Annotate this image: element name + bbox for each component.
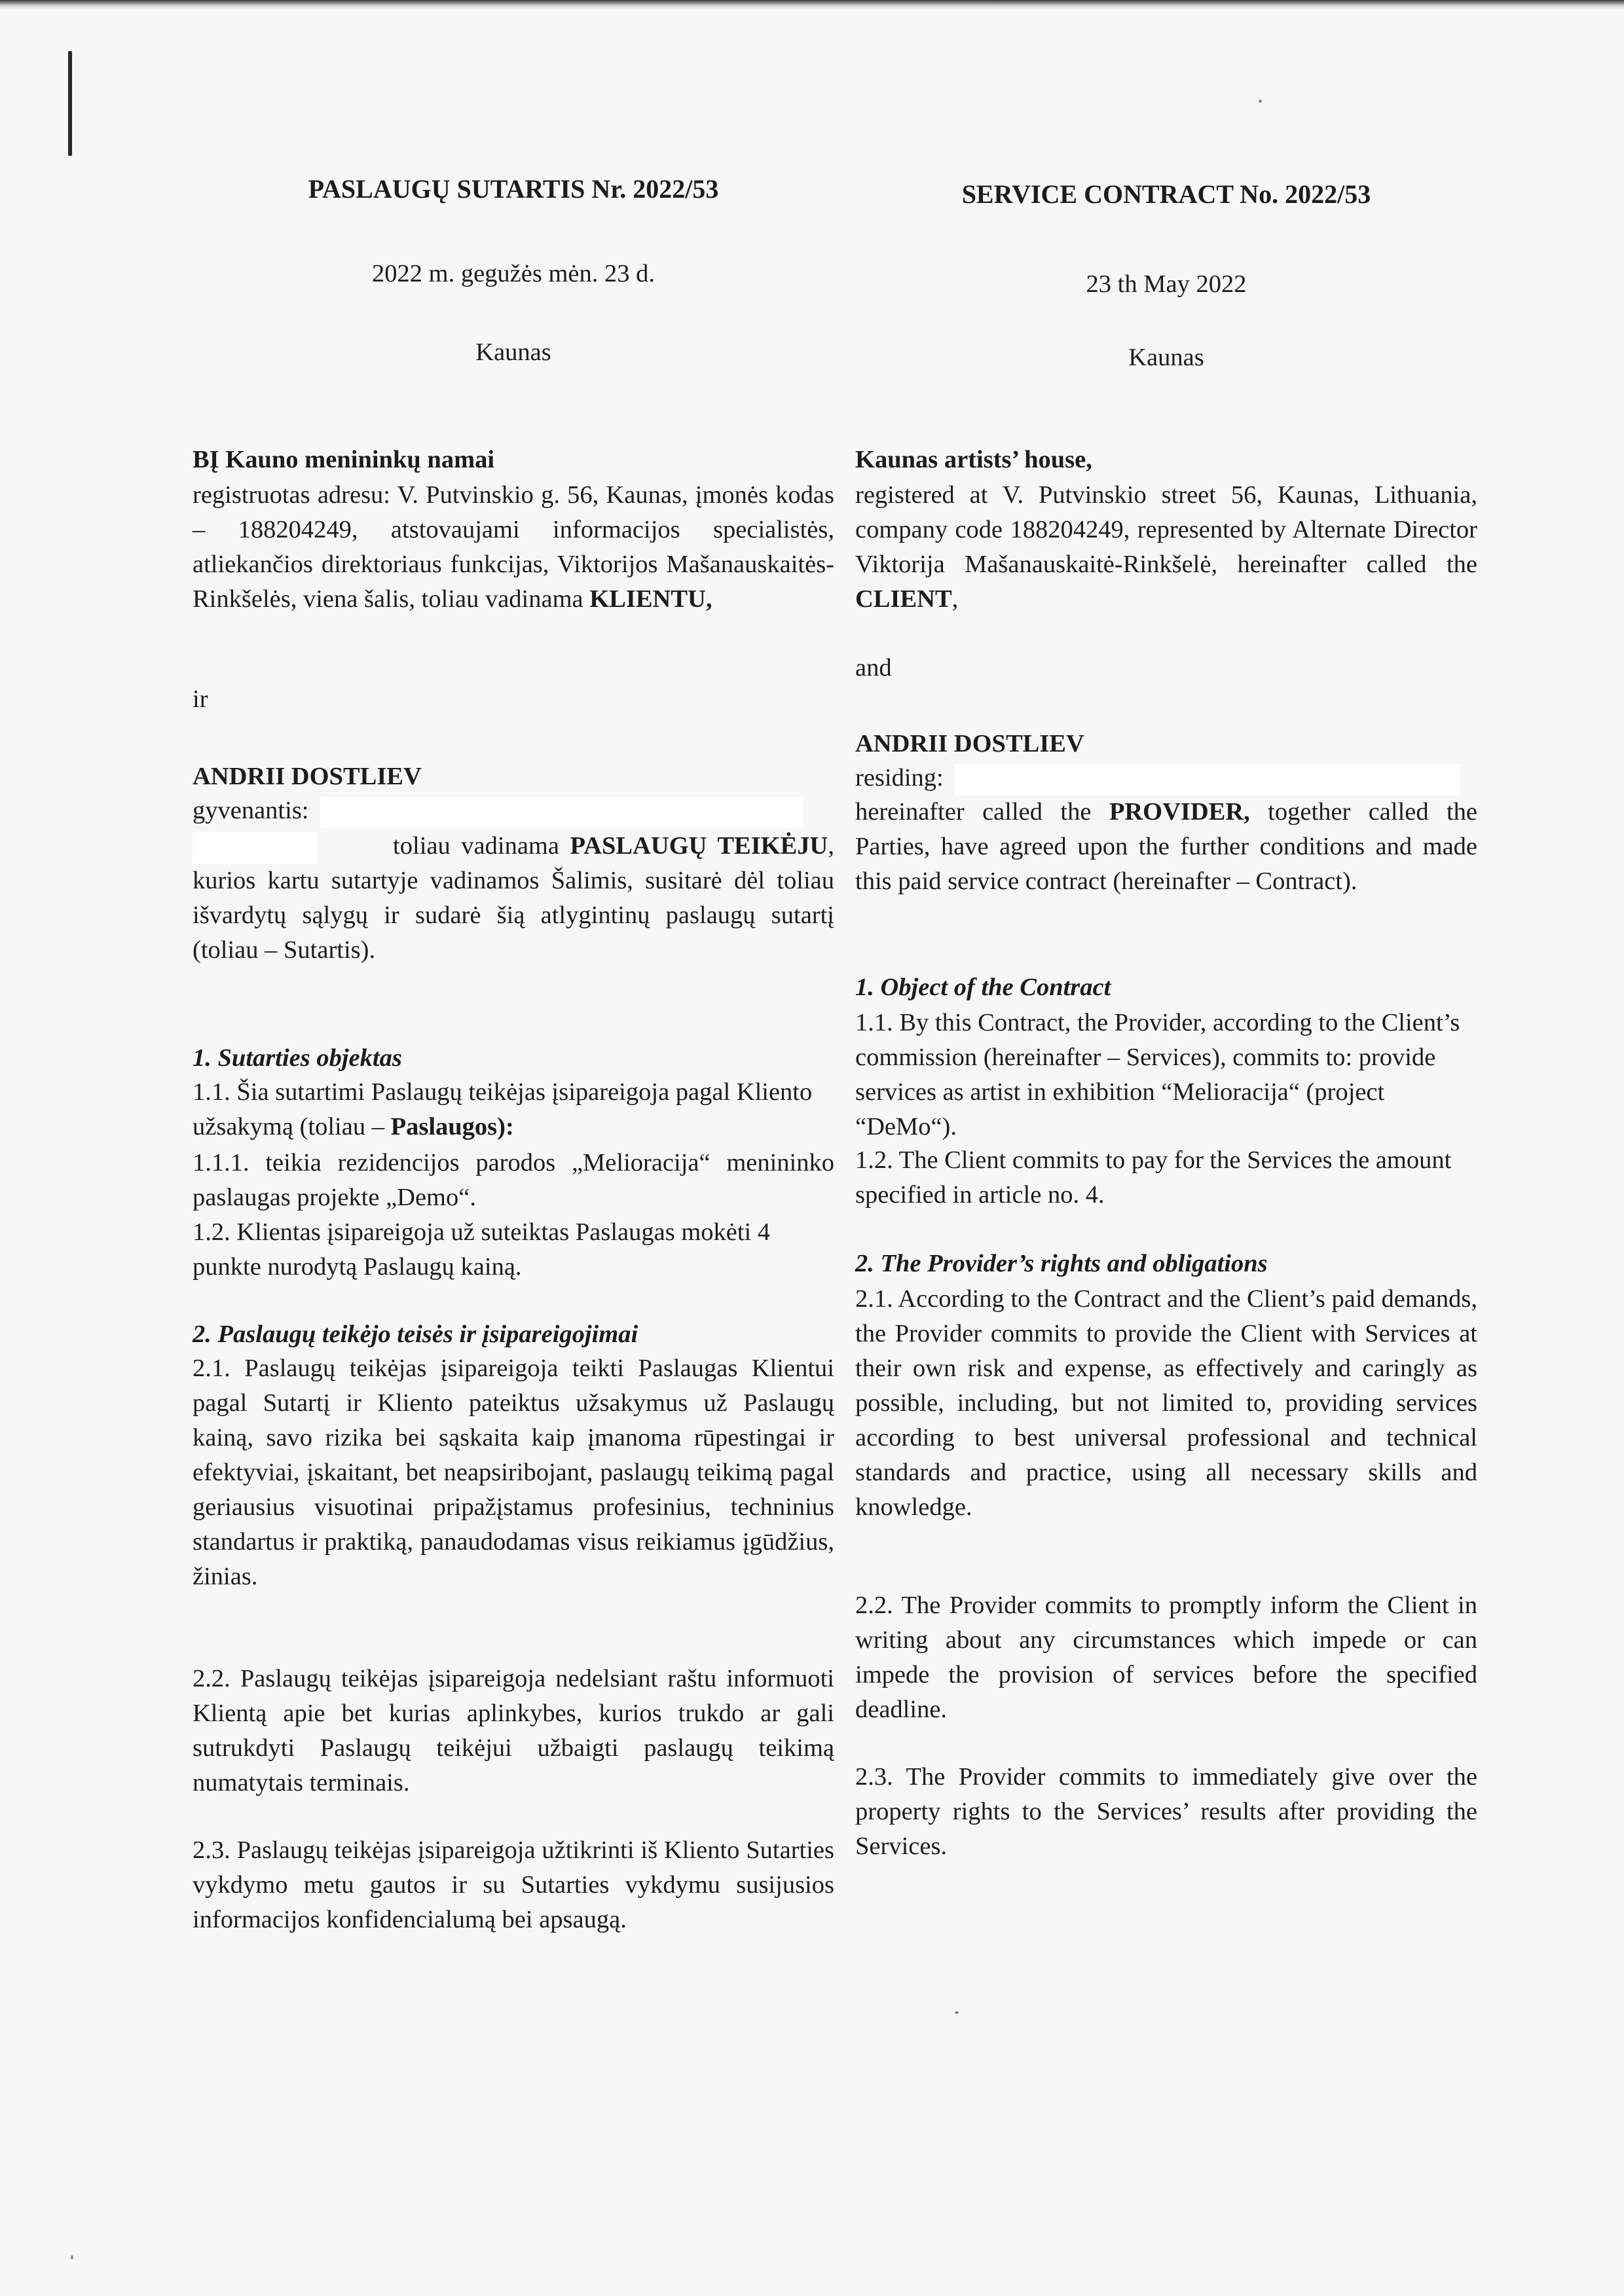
- en-provider-text: hereinafter called the: [855, 798, 1092, 826]
- en-clause-2-1: 2.1. According to the Contract and the Client’s paid demands, the Provider commits to provide the Client with Services at their own risk and expense, as effectively and caringly as possible, including, but not limited to, providing services according to best universal professional and technical standards and practice, using all necessary skills and knowledge.: [855, 1285, 1477, 1521]
- lt-clause-2-1: 2.1. Paslaugų teikėjas įsipareigoja teikti Paslaugas Klientui pagal Sutartį ir Kliento pateiktus užsakymus už Paslaugų kainą, savo rizika bei sąskaita kaip įmanoma rūpestingai ir efektyviai, įskaitant, bet neapsiribojant, paslaugų teikimą pagal geriausius visuotinai pripažįstamus profesinius, techninius standartus ir praktiką, panaudodamas visus reikiamus įgūdžius, žinias.: [193, 1355, 834, 1590]
- en-contract-city: Kaunas: [1128, 344, 1204, 371]
- lt-provider-paragraph: [193, 829, 834, 968]
- lt-provider-residence: [193, 793, 834, 828]
- en-section-1-title: 1. Object of the Contract: [855, 974, 1111, 1001]
- en-clause-2-3: 2.3. The Provider commits to immediately give over the property rights to the Services’ results after providing the Services.: [855, 1763, 1477, 1860]
- lt-contract-date: 2022 m. gegužės mėn. 23 d.: [372, 260, 655, 287]
- en-contract-title: SERVICE CONTRACT No. 2022/53: [961, 179, 1371, 209]
- redacted-address: [955, 764, 1460, 795]
- lt-clause-1-1-label: Paslaugos):: [390, 1113, 514, 1140]
- en-provider-name: ANDRII DOSTLIEV: [855, 730, 1084, 757]
- lt-clause-1-1: [193, 1075, 834, 1144]
- lt-section-1-title: 1. Sutarties objektas: [193, 1044, 402, 1072]
- scan-speck: [1259, 100, 1262, 103]
- en-client-text: registered at V. Putvinskio street 56, Kaunas, Lithuania, company code 188204249, represented by Alternate Director Viktorija Mašanauskaitė-Rinkšelė, hereinafter called the: [855, 481, 1477, 578]
- en-client-paragraph: [855, 478, 1477, 617]
- redacted-address: [193, 832, 317, 864]
- en-residence-label: residing:: [855, 764, 944, 792]
- lt-clause-1-1-1: 1.1.1. teikia rezidencijos parodos „Melioracija“ menininko paslaugas projekte „Demo“.: [193, 1149, 834, 1211]
- en-provider-paragraph: [855, 795, 1477, 899]
- en-and: and: [855, 654, 892, 682]
- en-clause-2-2: 2.2. The Provider commits to promptly inform the Client in writing about any circumstances which impede or can impede the provision of services before the specified deadline.: [855, 1592, 1477, 1723]
- binder-mark: [68, 51, 72, 156]
- lt-clause-2-2: 2.2. Paslaugų teikėjas įsipareigoja nedelsiant raštu informuoti Klientą apie bet kurias aplinkybes, kurios trukdo ar gali sutrukdyti Paslaugų teikėjui užbaigti paslaugų teikimą numatytais terminais.: [193, 1665, 834, 1796]
- en-clause-1-2: 1.2. The Client commits to pay for the Services the amount specified in article no. 4.: [855, 1146, 1452, 1209]
- lt-provider-text-2: , kurios kartu sutartyje vadinamos Šalimis, susitarė dėl toliau išvardytų sąlygų ir sudarė šią atlygintinų paslaugų sutartį (toliau – Sutartis).: [193, 832, 834, 964]
- lt-clause-1-2: 1.2. Klientas įsipareigoja už suteiktas Paslaugas mokėti 4 punkte nurodytą Paslaugų kainą.: [193, 1218, 771, 1281]
- lt-client-name: BĮ Kauno menininkų namai: [193, 446, 495, 473]
- lt-clause-2-3: 2.3. Paslaugų teikėjas įsipareigoja užtikrinti iš Kliento Sutarties vykdymo metu gautos ir su Sutarties vykdymu susijusios informacijos konfidencialumą bei apsaugą.: [193, 1836, 834, 1933]
- scan-speck: [71, 2255, 73, 2259]
- lt-provider-name: ANDRII DOSTLIEV: [193, 763, 422, 790]
- lt-contract-city: Kaunas: [475, 338, 551, 366]
- lt-section-2-title: 2. Paslaugų teikėjo teisės ir įsipareigojimai: [193, 1321, 638, 1348]
- scan-edge: [0, 0, 1624, 9]
- lt-residence-label: gyvenantis:: [193, 797, 309, 824]
- en-section-2-title: 2. The Provider’s rights and obligations: [855, 1250, 1268, 1277]
- lt-contract-title: PASLAUGŲ SUTARTIS Nr. 2022/53: [308, 174, 719, 204]
- en-provider-text-2: together called the Parties, have agreed upon the further conditions and made this paid service contract (hereinafter – Contract).: [855, 798, 1478, 895]
- lt-provider-text: toliau vadinama: [393, 832, 559, 860]
- en-provider-label: PROVIDER,: [1109, 798, 1250, 826]
- redacted-address: [320, 797, 803, 828]
- lt-clause-1-1-text: 1.1. Šia sutartimi Paslaugų teikėjas įsipareigoja pagal Kliento užsakymą (toliau –: [193, 1078, 813, 1140]
- lt-provider-label: PASLAUGŲ TEIKĖJU: [570, 832, 828, 860]
- lt-client-label: KLIENTU,: [589, 585, 712, 613]
- en-client-label: CLIENT: [855, 585, 952, 613]
- scan-speck: [955, 2011, 959, 2014]
- lt-client-paragraph: [193, 478, 834, 617]
- lt-and: ir: [193, 685, 208, 713]
- lt-client-text: registruotas adresu: V. Putvinskio g. 56, Kaunas, įmonės kodas – 188204249, atstovaujami informacijos specialistės, atliekančios direktoriaus funkcijas, Viktorijos Mašanauskaitės-Rinkšelės, viena šalis, toliau vadinama: [193, 481, 834, 613]
- en-clause-1-1: 1.1. By this Contract, the Provider, according to the Client’s commission (hereinafter – Services), commits to: provide services as artist in exhibition “Melioracija“ (project “DeMo“).: [855, 1009, 1460, 1140]
- en-provider-residence: [855, 761, 1477, 795]
- en-client-name: Kaunas artists’ house,: [855, 446, 1092, 473]
- en-contract-date: 23 th May 2022: [1086, 270, 1247, 298]
- en-client-text-2: ,: [951, 585, 959, 613]
